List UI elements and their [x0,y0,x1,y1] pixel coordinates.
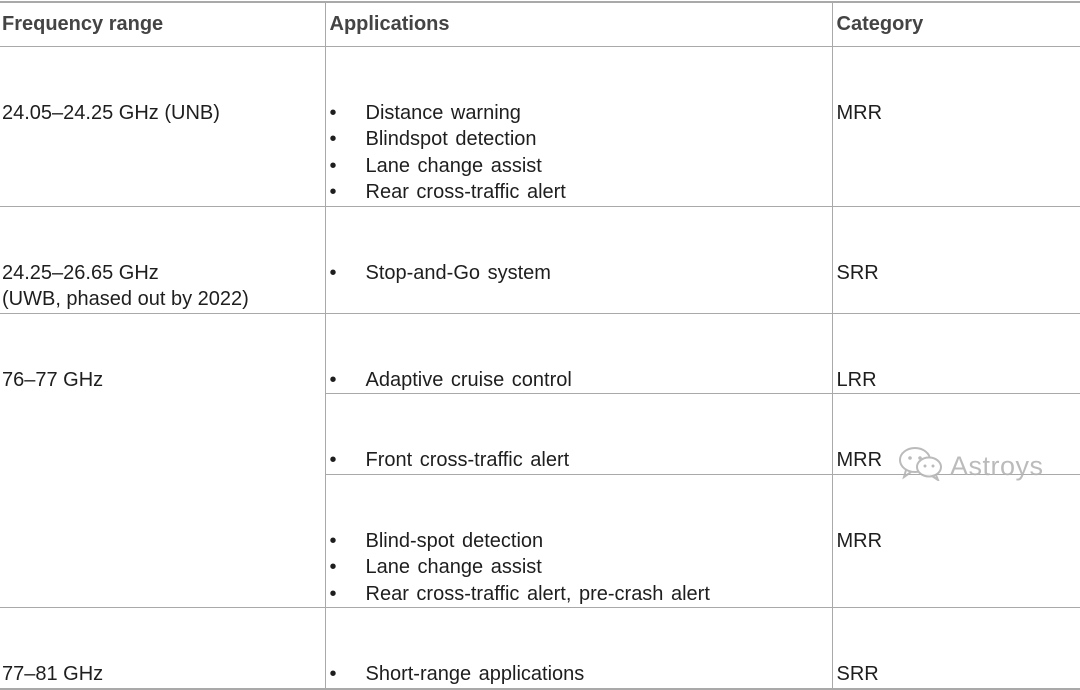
category-cell: SRR [832,608,1080,689]
frequency-text: 24.25–26.65 GHz [2,261,159,284]
list-item [326,126,832,153]
application-text: Adaptive cruise control [365,368,572,391]
application-list [326,367,832,394]
bullet: • [329,529,337,552]
bullet: • [329,101,337,124]
application-text: Distance warning [365,101,521,124]
bullet: • [329,154,337,177]
bullet: • [329,663,337,685]
application-text: Short-range applications [365,663,585,685]
applications-cell [325,313,832,394]
list-item [326,153,832,180]
frequency-text: 24.05–24.25 GHz (UNB) [2,101,220,124]
category-cell: MRR [832,474,1080,608]
header-category: Category [832,2,1080,46]
list-item [326,554,832,581]
list-item [326,447,832,474]
list-item [326,661,832,688]
bullet: • [329,368,337,391]
table-row [0,206,1080,313]
applications-cell [325,394,832,475]
frequency-text: 76–77 GHz [2,368,104,391]
header-frequency-range: Frequency range [0,2,325,46]
table-row [0,608,1080,689]
bullet: • [329,128,337,150]
header-applications: Applications [325,2,832,46]
bullet: • [329,449,337,471]
application-text: Lane change assist [365,556,542,578]
category-cell: LRR [832,313,1080,394]
list-item [326,260,832,287]
frequency-cell [0,46,325,206]
bullet: • [329,261,337,284]
list-item [326,100,832,127]
frequency-text: 77–81 GHz [2,663,104,685]
application-list [326,528,832,608]
category-cell: MRR [832,46,1080,206]
wechat-icon [898,445,950,488]
applications-cell [325,608,832,689]
application-text: Lane change assist [365,154,542,177]
category-cell: SRR [832,206,1080,313]
application-text: Front cross-traffic alert [365,449,570,471]
frequency-cell [0,206,325,313]
list-item [326,528,832,555]
list-item [326,367,832,394]
application-text: Rear cross-traffic alert [365,181,566,203]
frequency-note: (UWB, phased out by 2022) [2,288,249,310]
bullet: • [329,582,337,605]
applications-cell [325,46,832,206]
table-row [0,46,1080,206]
frequency-table [0,1,1080,690]
category-cell: MRR [832,394,1080,475]
applications-cell [325,474,832,608]
header-row [0,2,1080,46]
watermark-text: Astroys [950,451,1044,481]
application-text: Rear cross-traffic alert, pre-crash alert [365,582,710,605]
list-item [326,581,832,608]
application-text: Blindspot detection [365,128,537,150]
applications-cell [325,206,832,313]
watermark [898,445,1044,488]
bullet: • [329,181,337,203]
frequency-cell [0,608,325,689]
frequency-cell [0,313,325,608]
application-text: Stop-and-Go system [365,261,551,284]
bullet: • [329,556,337,578]
application-list [326,260,832,287]
table-row [0,313,1080,394]
application-list [326,661,832,688]
list-item [326,179,832,206]
application-list [326,100,832,206]
application-text: Blind-spot detection [365,529,544,552]
application-list [326,447,832,474]
